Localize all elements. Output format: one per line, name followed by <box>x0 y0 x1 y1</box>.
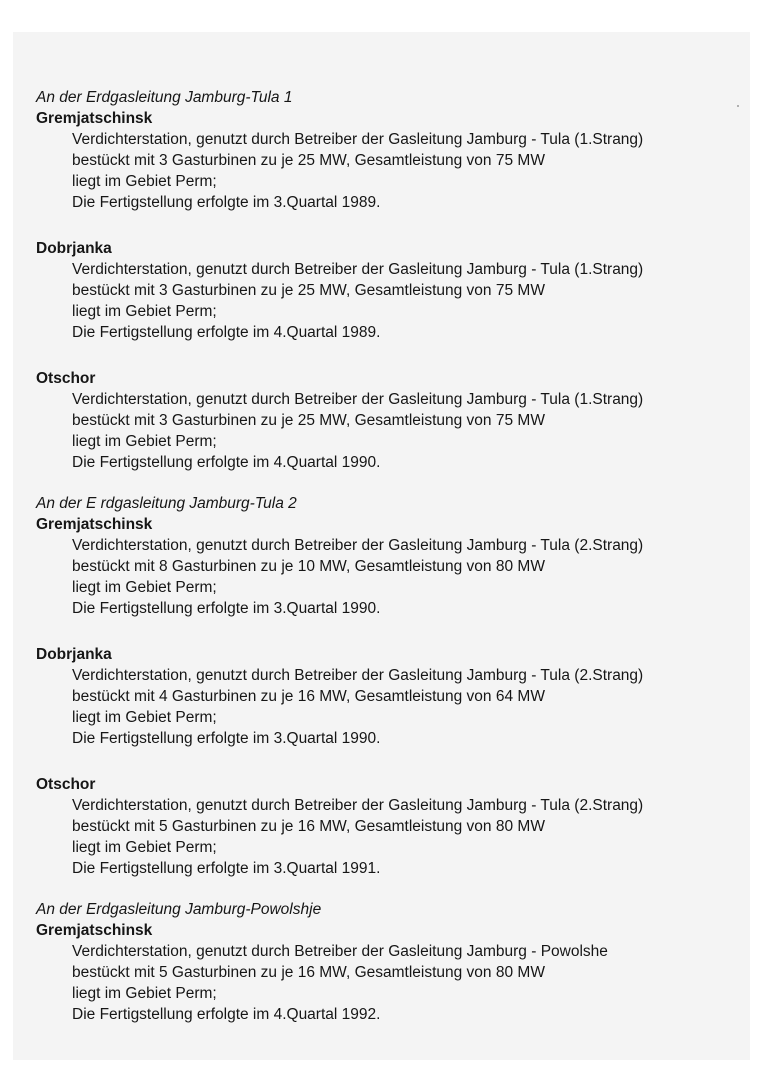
station-detail-line: liegt im Gebiet Perm; <box>72 985 217 1002</box>
station-name: Otschor <box>36 370 96 387</box>
scan-speck <box>737 105 739 107</box>
station-name: Dobrjanka <box>36 646 112 663</box>
station-name: Dobrjanka <box>36 240 112 257</box>
station-entry <box>36 238 736 343</box>
station-entry <box>36 644 736 749</box>
station-detail-line: liegt im Gebiet Perm; <box>72 839 217 856</box>
pipeline-heading: An der E rdgasleitung Jamburg-Tula 2 <box>36 495 297 512</box>
pipeline-section <box>36 87 736 473</box>
station-details <box>36 129 736 213</box>
station-details <box>36 795 736 879</box>
document-body <box>36 87 736 1045</box>
pipeline-section <box>36 493 736 879</box>
station-detail-line: Verdichterstation, genutzt durch Betreiber der Gasleitung Jamburg - Tula (1.Strang) <box>72 131 644 148</box>
station-detail-line: Verdichterstation, genutzt durch Betreiber der Gasleitung Jamburg - Tula (2.Strang) <box>72 537 644 554</box>
station-detail-line: Verdichterstation, genutzt durch Betreiber der Gasleitung Jamburg - Tula (1.Strang) <box>72 261 644 278</box>
pipeline-section <box>36 899 736 1025</box>
station-detail-line: Die Fertigstellung erfolgte im 3.Quartal 1989. <box>72 194 381 211</box>
station-name: Otschor <box>36 776 96 793</box>
station-name: Gremjatschinsk <box>36 516 153 533</box>
station-detail-line: Die Fertigstellung erfolgte im 3.Quartal 1991. <box>72 860 381 877</box>
station-name: Gremjatschinsk <box>36 922 153 939</box>
station-detail-line: Die Fertigstellung erfolgte im 4.Quartal 1992. <box>72 1006 381 1023</box>
station-detail-line: liegt im Gebiet Perm; <box>72 433 217 450</box>
station-detail-line: liegt im Gebiet Perm; <box>72 579 217 596</box>
pipeline-heading: An der Erdgasleitung Jamburg-Powolshje <box>36 901 322 918</box>
station-detail-line: Die Fertigstellung erfolgte im 4.Quartal 1990. <box>72 454 381 471</box>
station-detail-line: bestückt mit 8 Gasturbinen zu je 10 MW, Gesamtleistung von 80 MW <box>72 558 545 575</box>
station-detail-line: bestückt mit 3 Gasturbinen zu je 25 MW, Gesamtleistung von 75 MW <box>72 282 545 299</box>
station-detail-line: Verdichterstation, genutzt durch Betreiber der Gasleitung Jamburg - Tula (2.Strang) <box>72 797 644 814</box>
station-detail-line: Verdichterstation, genutzt durch Betreiber der Gasleitung Jamburg - Tula (2.Strang) <box>72 667 644 684</box>
station-detail-line: Die Fertigstellung erfolgte im 3.Quartal 1990. <box>72 730 381 747</box>
station-details <box>36 941 736 1025</box>
station-entry <box>36 368 736 473</box>
station-entry <box>36 514 736 619</box>
station-detail-line: liegt im Gebiet Perm; <box>72 173 217 190</box>
station-detail-line: Verdichterstation, genutzt durch Betreiber der Gasleitung Jamburg - Powolshe <box>72 943 608 960</box>
station-detail-line: liegt im Gebiet Perm; <box>72 709 217 726</box>
station-details <box>36 665 736 749</box>
station-details <box>36 259 736 343</box>
station-detail-line: Verdichterstation, genutzt durch Betreiber der Gasleitung Jamburg - Tula (1.Strang) <box>72 391 644 408</box>
station-detail-line: bestückt mit 3 Gasturbinen zu je 25 MW, Gesamtleistung von 75 MW <box>72 152 545 169</box>
station-detail-line: bestückt mit 5 Gasturbinen zu je 16 MW, Gesamtleistung von 80 MW <box>72 818 545 835</box>
station-detail-line: bestückt mit 5 Gasturbinen zu je 16 MW, Gesamtleistung von 80 MW <box>72 964 545 981</box>
pipeline-heading: An der Erdgasleitung Jamburg-Tula 1 <box>36 89 293 106</box>
station-details <box>36 389 736 473</box>
station-name: Gremjatschinsk <box>36 110 153 127</box>
station-entry <box>36 920 736 1025</box>
station-entry <box>36 774 736 879</box>
station-detail-line: bestückt mit 3 Gasturbinen zu je 25 MW, Gesamtleistung von 75 MW <box>72 412 545 429</box>
station-details <box>36 535 736 619</box>
station-detail-line: Die Fertigstellung erfolgte im 3.Quartal 1990. <box>72 600 381 617</box>
station-detail-line: Die Fertigstellung erfolgte im 4.Quartal 1989. <box>72 324 381 341</box>
station-entry <box>36 108 736 213</box>
station-detail-line: bestückt mit 4 Gasturbinen zu je 16 MW, Gesamtleistung von 64 MW <box>72 688 545 705</box>
station-detail-line: liegt im Gebiet Perm; <box>72 303 217 320</box>
